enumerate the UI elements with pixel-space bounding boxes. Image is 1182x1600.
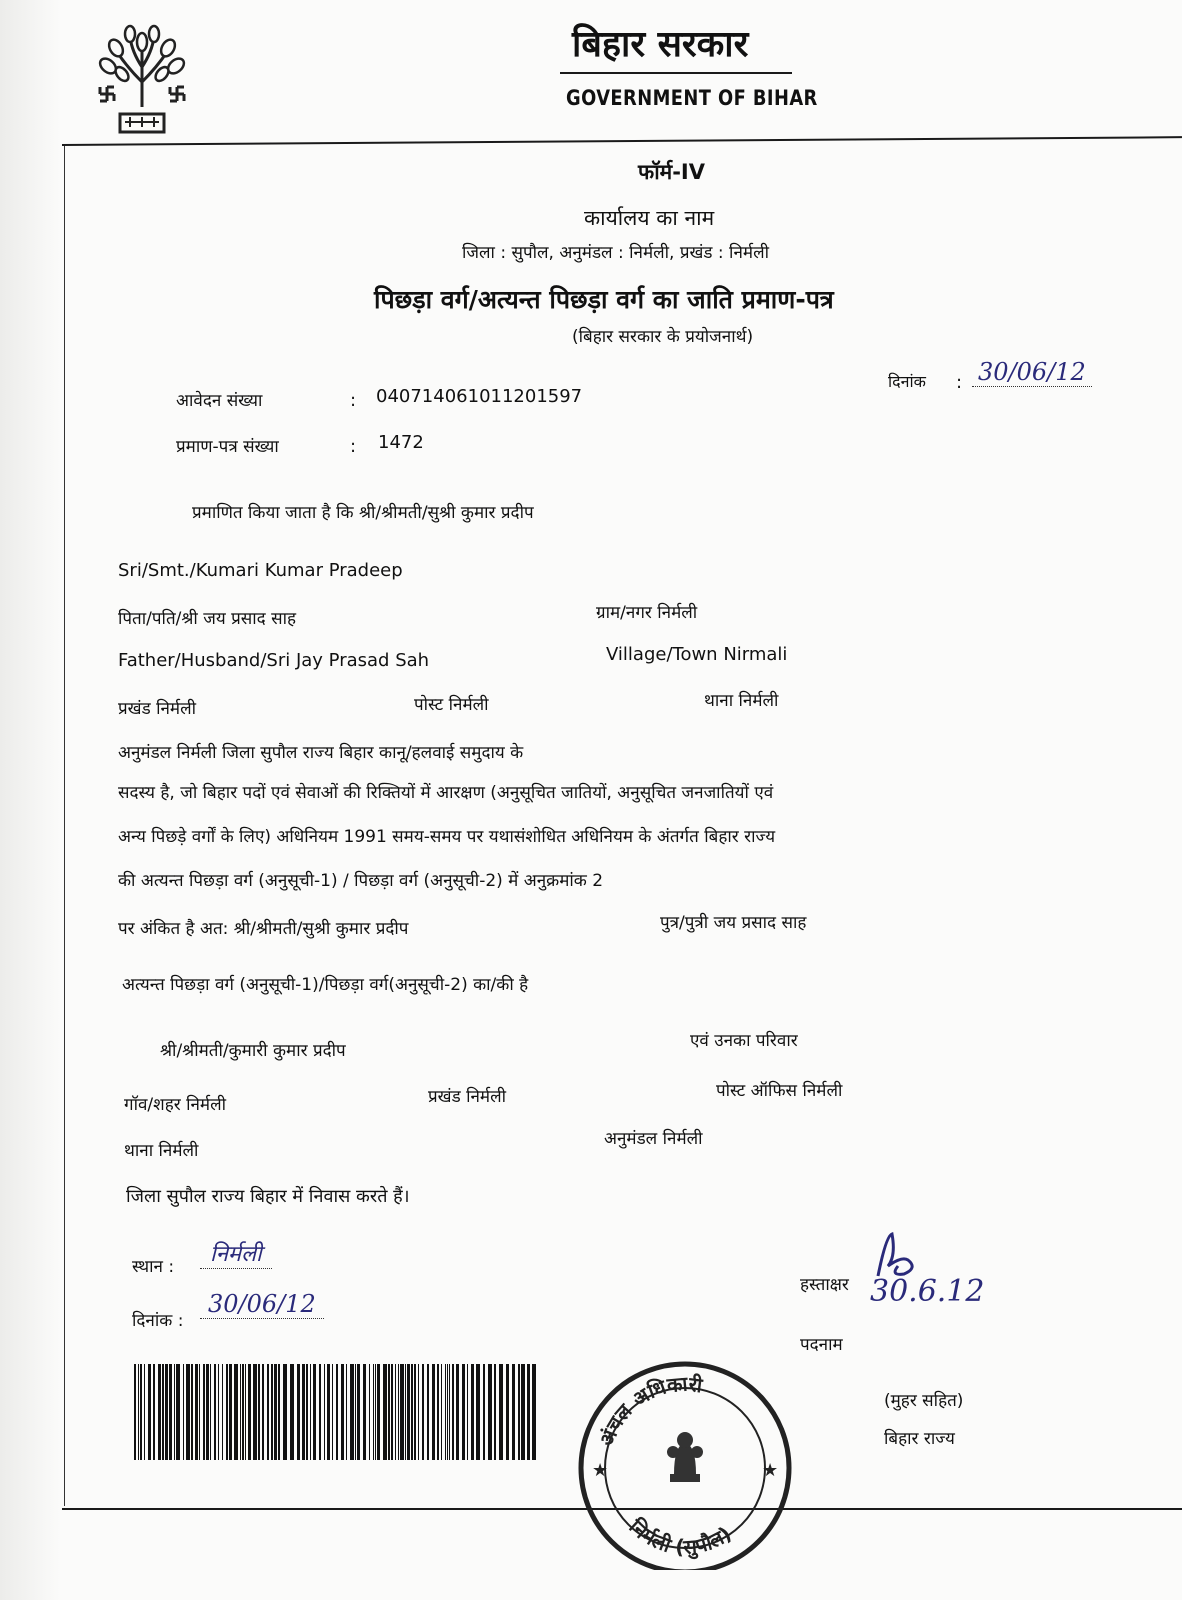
header-title-hindi: बिहार सरकार	[572, 24, 749, 65]
office-name: कार्यालय का नाम	[584, 206, 715, 230]
location-line: जिला : सुपौल, अनुमंडल : निर्मली, प्रखंड : निर्मली	[462, 243, 769, 263]
designation-label: पदनाम	[800, 1335, 843, 1355]
ashoka-emblem-icon	[667, 1432, 703, 1482]
date-separator: :	[956, 372, 963, 393]
footer-date-value: 30/06/12	[200, 1290, 324, 1319]
barcode-icon	[134, 1364, 542, 1460]
header-title-english: GOVERNMENT OF BIHAR	[566, 86, 818, 110]
son-of-field: पुत्र/पुत्री जय प्रसाद साह	[660, 913, 807, 933]
paragraph-line-6: अत्यन्त पिछड़ा वर्ग (अनुसूची-1)/पिछड़ा वर्ग(अनुसूची-2) का/की है	[122, 975, 529, 995]
paragraph-line-1: अनुमंडल निर्मली जिला सुपौल राज्य बिहार कानू/हलवाई समुदाय के	[118, 743, 524, 763]
paragraph-line-4: की अत्यन्त पिछड़ा वर्ग (अनुसूची-1) / पिछड़ा वर्ग (अनुसूची-2) में अनुक्रमांक 2	[118, 871, 604, 891]
certificate-number: 1472	[378, 432, 424, 453]
footer-date-label: दिनांक :	[132, 1311, 184, 1331]
seal-note: (मुहर सहित)	[884, 1391, 964, 1411]
state-label: बिहार राज्य	[884, 1429, 955, 1449]
date-label: दिनांक	[888, 372, 926, 391]
svg-text:अंचल अधिकारी: अंचल अधिकारी	[594, 1371, 704, 1449]
svg-text:★: ★	[762, 1460, 779, 1481]
post-field: पोस्ट निर्मली	[414, 695, 489, 715]
paragraph-line-2: सदस्य है, जो बिहार पदों एवं सेवाओं की रिक्तियों में आरक्षण (अनुसूचित जातियों, अनुसूचित जनजातियों एवं	[118, 783, 774, 803]
village-english: Village/Town Nirmali	[606, 644, 788, 665]
form-number: फॉर्म-IV	[638, 160, 705, 184]
paragraph-line-3: अन्य पिछड़े वर्गों के लिए) अधिनियम 1991 समय-समय पर यथासंशोधित अधिनियम के अंतर्गत बिहार राज्य	[118, 827, 776, 847]
application-number: 040714061011201597	[376, 386, 583, 407]
page-shadow	[0, 0, 60, 1600]
bihar-emblem-icon	[92, 22, 192, 140]
svg-text:निर्मली (सुपौल): निर्मली (सुपौल)	[624, 1514, 736, 1560]
father-english: Father/Husband/Sri Jay Prasad Sah	[118, 650, 430, 671]
purpose-line: (बिहार सरकार के प्रयोजनार्थ)	[572, 327, 754, 347]
signature-date: 30.6.12	[870, 1274, 985, 1309]
thana-field-2: थाना निर्मली	[124, 1141, 199, 1161]
date-value: 30/06/12	[972, 358, 1092, 387]
application-label: आवेदन संख्या	[176, 391, 263, 411]
block-field: प्रखंड निर्मली	[118, 699, 197, 719]
block-field-2: प्रखंड निर्मली	[428, 1087, 507, 1107]
application-separator: :	[350, 390, 357, 411]
subdivision-field: अनुमंडल निर्मली	[604, 1129, 703, 1149]
family-field: एवं उनका परिवार	[690, 1031, 798, 1051]
town-field: गॉव/शहर निर्मली	[124, 1095, 227, 1115]
certificate-title: पिछड़ा वर्ग/अत्यन्त पिछड़ा वर्ग का जाति प्रमाण-पत्र	[374, 285, 834, 314]
top-border	[62, 136, 1182, 146]
certified-line: प्रमाणित किया जाता है कि श्री/श्रीमती/सुश्री कुमार प्रदीप	[192, 503, 534, 523]
residence-line: जिला सुपौल राज्य बिहार में निवास करते हैं।	[126, 1186, 410, 1207]
left-border	[64, 146, 65, 1506]
paragraph-line-5: पर अंकित है अत: श्री/श्रीमती/सुश्री कुमार प्रदीप	[118, 919, 409, 939]
village-hindi: ग्राम/नगर निर्मली	[596, 603, 698, 623]
thana-field: थाना निर्मली	[704, 691, 779, 711]
post-office-field: पोस्ट ऑफिस निर्मली	[716, 1081, 843, 1101]
certificate-number-label: प्रमाण-पत्र संख्या	[176, 437, 279, 457]
official-seal-icon	[570, 1356, 800, 1570]
person-again: श्री/श्रीमती/कुमारी कुमार प्रदीप	[160, 1041, 346, 1061]
certificate-number-separator: :	[350, 436, 357, 457]
header-underline	[560, 72, 792, 74]
father-hindi: पिता/पति/श्री जय प्रसाद साह	[118, 609, 296, 629]
signature-label: हस्ताक्षर	[800, 1275, 849, 1295]
place-value: निर्मली	[200, 1238, 272, 1269]
place-label: स्थान :	[132, 1257, 175, 1277]
svg-text:★: ★	[592, 1460, 609, 1481]
name-english: Sri/Smt./Kumari Kumar Pradeep	[118, 560, 403, 581]
